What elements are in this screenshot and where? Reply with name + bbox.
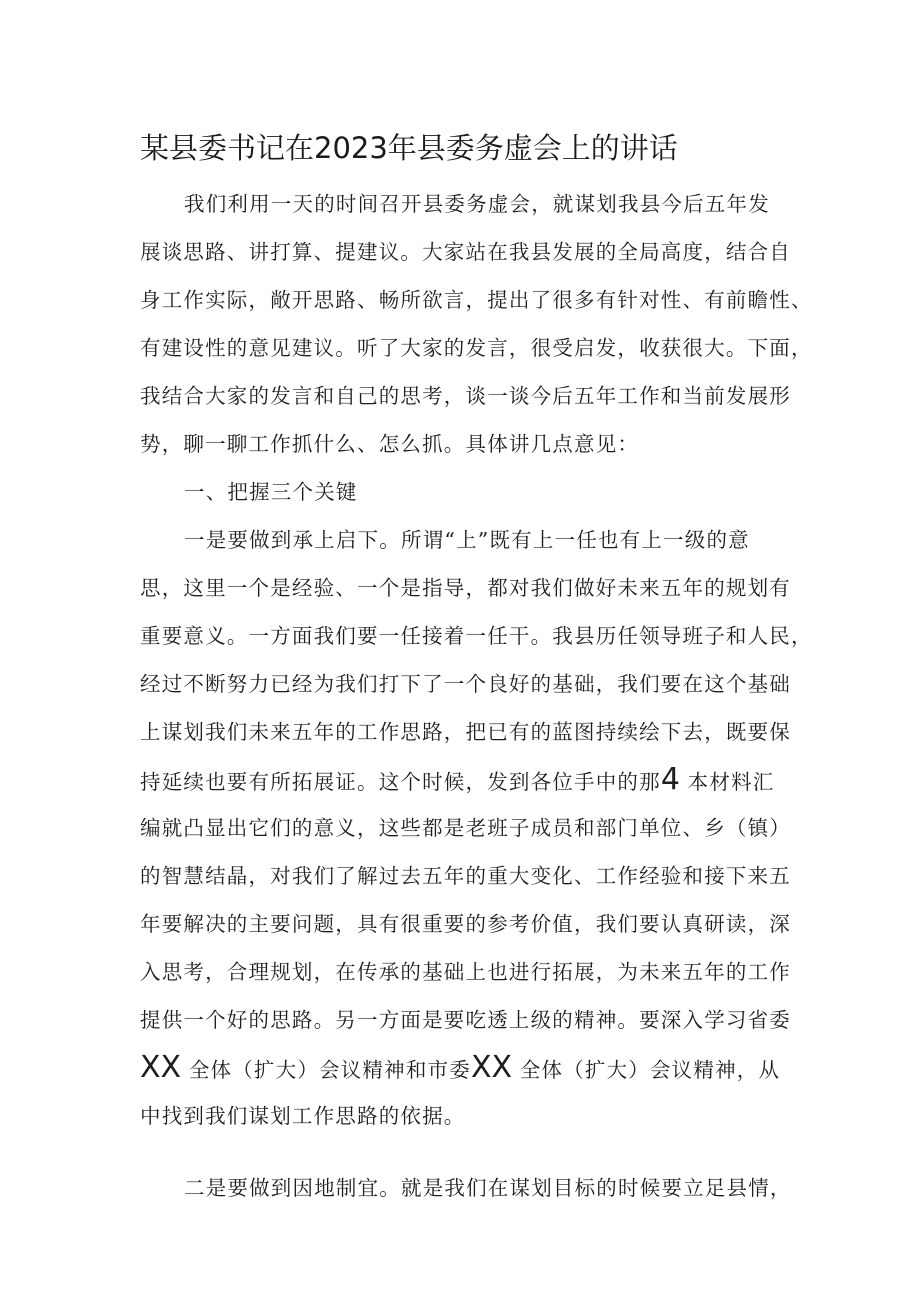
line-text: 持延续也要有所拓展证。这个时候，发到各位手中的那 [140, 770, 661, 794]
paragraph-line [140, 756, 790, 804]
line-text: 全体（扩大）会议精神和市委 [188, 1058, 471, 1082]
paragraph-line: 编就凸显出它们的意义，这些都是老班子成员和部门单位、乡（镇） [140, 816, 791, 840]
section-heading: 一、把握三个关键 [184, 480, 358, 504]
paragraph-gap [140, 1140, 790, 1164]
paragraph-line: 入思考，合理规划，在传承的基础上也进行拓展，为未来五年的工作 [140, 960, 791, 984]
document-body [140, 180, 813, 1212]
paragraph-line: 重要意义。一方面我们要一任接着一任干。我县历任领导班子和人民， [140, 624, 813, 648]
line-text: 全体（扩大）会议精神，从 [519, 1058, 781, 1082]
paragraph-line: 一是要做到承上启下。所谓“上”既有上一任也有上一级的意 [184, 528, 750, 552]
paragraph-line [140, 1044, 790, 1092]
paragraph-line: 中找到我们谋划工作思路的依据。 [140, 1104, 466, 1128]
placeholder-xx: XX [140, 1050, 182, 1085]
paragraph-line: 身工作实际，敞开思路、畅所欲言，提出了很多有针对性、有前瞻性、 [140, 288, 813, 312]
paragraph-line: 提供一个好的思路。另一方面是要吃透上级的精神。要深入学习省委 [140, 1008, 791, 1032]
placeholder-xx: XX [470, 1050, 513, 1085]
paragraph-line: 思，这里一个是经验、一个是指导，都对我们做好未来五年的规划有 [140, 576, 791, 600]
paragraph-line: 势，聊一聊工作抓什么、怎么抓。具体讲几点意见： [140, 432, 640, 456]
paragraph-line: 我们利用一天的时间召开县委务虚会，就谋划我县今后五年发 [184, 192, 770, 216]
number-four: 4 [660, 762, 680, 797]
paragraph-line: 的智慧结晶，对我们了解过去五年的重大变化、工作经验和接下来五 [140, 864, 791, 888]
line-text: 本材料汇 [687, 770, 775, 794]
paragraph-line: 我结合大家的发言和自己的思考，谈一谈今后五年工作和当前发展形 [140, 384, 791, 408]
document-title: 某县委书记在2023年县委务虚会上的讲话 [140, 131, 678, 165]
paragraph-line: 年要解决的主要问题，具有很重要的参考价值，我们要认真研读，深 [140, 912, 791, 936]
paragraph-line: 二是要做到因地制宜。就是我们在谋划目标的时候要立足县情， [184, 1176, 792, 1200]
paragraph-line: 展谈思路、讲打算、提建议。大家站在我县发展的全局高度，结合自 [140, 240, 791, 264]
paragraph-line: 有建设性的意见建议。听了大家的发言，很受启发，收获很大。下面， [140, 336, 813, 360]
paragraph-line: 经过不断努力已经为我们打下了一个良好的基础，我们要在这个基础 [140, 672, 791, 696]
paragraph-line: 上谋划我们未来五年的工作思路，把已有的蓝图持续绘下去，既要保 [140, 720, 791, 744]
